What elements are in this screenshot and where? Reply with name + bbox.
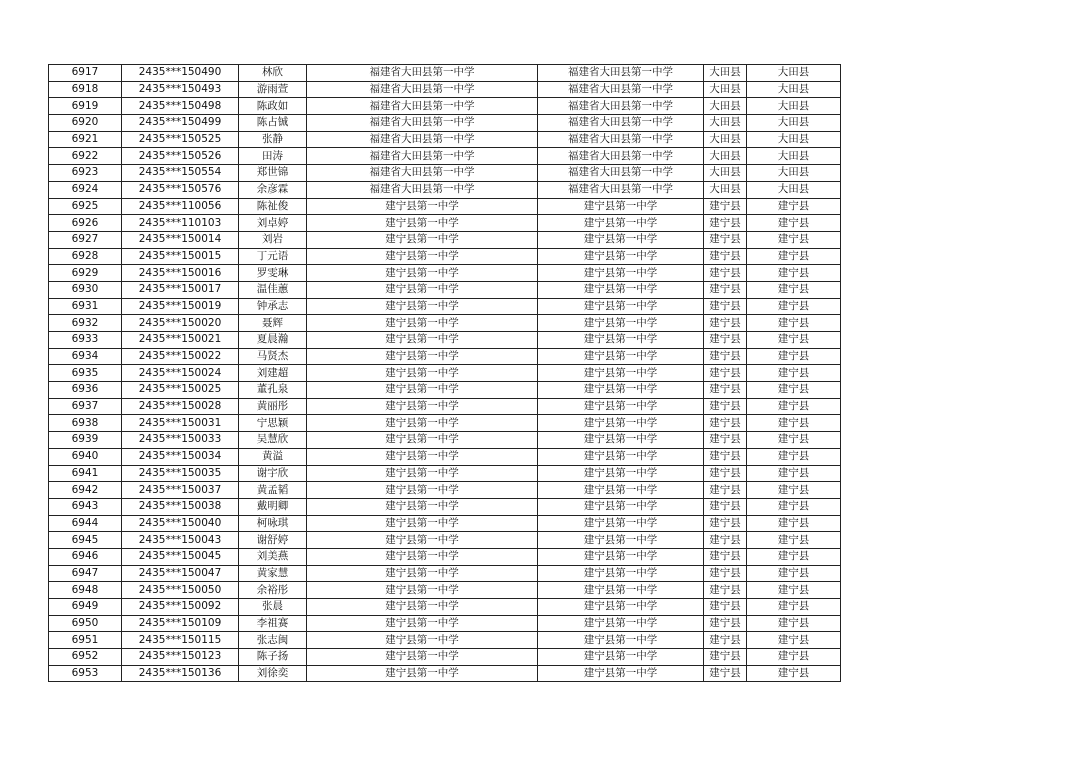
district-cell: 建宁县	[747, 198, 841, 215]
school-cell: 福建省大田县第一中学	[307, 181, 538, 198]
exam-id-cell: 2435***150034	[122, 448, 239, 465]
school-cell: 建宁县第一中学	[307, 348, 538, 365]
exam-id-cell: 2435***150020	[122, 315, 239, 332]
seq-number-cell: 6930	[49, 281, 122, 298]
student-name-cell: 张晨	[239, 599, 307, 616]
exam-id-cell: 2435***150136	[122, 665, 239, 682]
county-cell: 建宁县	[704, 632, 747, 649]
seq-number-cell: 6933	[49, 332, 122, 349]
seq-number-cell: 6926	[49, 215, 122, 232]
school-cell: 建宁县第一中学	[307, 432, 538, 449]
county-cell: 建宁县	[704, 415, 747, 432]
table-row	[49, 482, 841, 499]
school-cell: 建宁县第一中学	[307, 532, 538, 549]
table-row	[49, 532, 841, 549]
district-cell: 建宁县	[747, 515, 841, 532]
registered-school-cell: 福建省大田县第一中学	[538, 131, 704, 148]
registered-school-cell: 建宁县第一中学	[538, 348, 704, 365]
registered-school-cell: 建宁县第一中学	[538, 448, 704, 465]
seq-number-cell: 6924	[49, 181, 122, 198]
exam-id-cell: 2435***150498	[122, 98, 239, 115]
district-cell: 建宁县	[747, 231, 841, 248]
county-cell: 建宁县	[704, 248, 747, 265]
student-name-cell: 丁元语	[239, 248, 307, 265]
table-row	[49, 649, 841, 666]
exam-id-cell: 2435***150499	[122, 115, 239, 132]
student-name-cell: 刘徐奕	[239, 665, 307, 682]
district-cell: 建宁县	[747, 498, 841, 515]
school-cell: 建宁县第一中学	[307, 482, 538, 499]
county-cell: 建宁县	[704, 198, 747, 215]
county-cell: 建宁县	[704, 498, 747, 515]
exam-id-cell: 2435***150028	[122, 398, 239, 415]
student-name-cell: 陈子扬	[239, 649, 307, 666]
student-name-cell: 田涛	[239, 148, 307, 165]
student-name-cell: 戴明卿	[239, 498, 307, 515]
seq-number-cell: 6928	[49, 248, 122, 265]
student-name-cell: 陈占铖	[239, 115, 307, 132]
seq-number-cell: 6921	[49, 131, 122, 148]
table-row	[49, 215, 841, 232]
district-cell: 建宁县	[747, 315, 841, 332]
county-cell: 建宁县	[704, 448, 747, 465]
registered-school-cell: 建宁县第一中学	[538, 298, 704, 315]
table-row	[49, 582, 841, 599]
district-cell: 大田县	[747, 148, 841, 165]
registered-school-cell: 建宁县第一中学	[538, 665, 704, 682]
table-row	[49, 315, 841, 332]
registered-school-cell: 建宁县第一中学	[538, 615, 704, 632]
table-row	[49, 281, 841, 298]
seq-number-cell: 6931	[49, 298, 122, 315]
district-cell: 建宁县	[747, 615, 841, 632]
seq-number-cell: 6936	[49, 382, 122, 399]
exam-id-cell: 2435***150526	[122, 148, 239, 165]
registered-school-cell: 建宁县第一中学	[538, 632, 704, 649]
student-name-cell: 黄孟韬	[239, 482, 307, 499]
registered-school-cell: 福建省大田县第一中学	[538, 115, 704, 132]
seq-number-cell: 6940	[49, 448, 122, 465]
exam-id-cell: 2435***150490	[122, 65, 239, 82]
table-row	[49, 265, 841, 282]
seq-number-cell: 6918	[49, 81, 122, 98]
district-cell: 建宁县	[747, 432, 841, 449]
student-name-cell: 张志闽	[239, 632, 307, 649]
district-cell: 建宁县	[747, 415, 841, 432]
exam-id-cell: 2435***150022	[122, 348, 239, 365]
exam-id-cell: 2435***150014	[122, 231, 239, 248]
county-cell: 建宁县	[704, 215, 747, 232]
district-cell: 建宁县	[747, 365, 841, 382]
registered-school-cell: 建宁县第一中学	[538, 382, 704, 399]
table-row	[49, 198, 841, 215]
student-name-cell: 林欣	[239, 65, 307, 82]
student-name-cell: 陈政如	[239, 98, 307, 115]
exam-id-cell: 2435***150040	[122, 515, 239, 532]
table-body	[49, 65, 841, 682]
school-cell: 福建省大田县第一中学	[307, 65, 538, 82]
table-row	[49, 665, 841, 682]
registered-school-cell: 福建省大田县第一中学	[538, 81, 704, 98]
county-cell: 建宁县	[704, 298, 747, 315]
seq-number-cell: 6952	[49, 649, 122, 666]
school-cell: 建宁县第一中学	[307, 215, 538, 232]
registered-school-cell: 建宁县第一中学	[538, 565, 704, 582]
seq-number-cell: 6923	[49, 165, 122, 182]
exam-id-cell: 2435***150031	[122, 415, 239, 432]
school-cell: 建宁县第一中学	[307, 198, 538, 215]
registered-school-cell: 建宁县第一中学	[538, 398, 704, 415]
seq-number-cell: 6925	[49, 198, 122, 215]
county-cell: 建宁县	[704, 649, 747, 666]
district-cell: 建宁县	[747, 482, 841, 499]
district-cell: 建宁县	[747, 248, 841, 265]
seq-number-cell: 6935	[49, 365, 122, 382]
student-name-cell: 游雨萱	[239, 81, 307, 98]
school-cell: 建宁县第一中学	[307, 231, 538, 248]
county-cell: 建宁县	[704, 432, 747, 449]
county-cell: 大田县	[704, 148, 747, 165]
exam-id-cell: 2435***150038	[122, 498, 239, 515]
table-row	[49, 515, 841, 532]
seq-number-cell: 6932	[49, 315, 122, 332]
school-cell: 建宁县第一中学	[307, 415, 538, 432]
district-cell: 大田县	[747, 165, 841, 182]
school-cell: 建宁县第一中学	[307, 515, 538, 532]
table-row	[49, 599, 841, 616]
records-table	[48, 64, 841, 682]
school-cell: 建宁县第一中学	[307, 448, 538, 465]
registered-school-cell: 建宁县第一中学	[538, 498, 704, 515]
registered-school-cell: 建宁县第一中学	[538, 248, 704, 265]
seq-number-cell: 6929	[49, 265, 122, 282]
seq-number-cell: 6941	[49, 465, 122, 482]
school-cell: 建宁县第一中学	[307, 582, 538, 599]
county-cell: 建宁县	[704, 665, 747, 682]
table-row	[49, 432, 841, 449]
district-cell: 建宁县	[747, 215, 841, 232]
county-cell: 建宁县	[704, 348, 747, 365]
school-cell: 建宁县第一中学	[307, 248, 538, 265]
student-name-cell: 余彦霖	[239, 181, 307, 198]
document-page	[48, 64, 840, 682]
registered-school-cell: 建宁县第一中学	[538, 315, 704, 332]
county-cell: 建宁县	[704, 382, 747, 399]
table-row	[49, 65, 841, 82]
exam-id-cell: 2435***150037	[122, 482, 239, 499]
exam-id-cell: 2435***110103	[122, 215, 239, 232]
registered-school-cell: 福建省大田县第一中学	[538, 181, 704, 198]
school-cell: 建宁县第一中学	[307, 365, 538, 382]
district-cell: 建宁县	[747, 649, 841, 666]
student-name-cell: 张静	[239, 131, 307, 148]
registered-school-cell: 福建省大田县第一中学	[538, 148, 704, 165]
student-name-cell: 谢舒婷	[239, 532, 307, 549]
table-row	[49, 81, 841, 98]
exam-id-cell: 2435***150123	[122, 649, 239, 666]
table-row	[49, 115, 841, 132]
district-cell: 大田县	[747, 115, 841, 132]
district-cell: 建宁县	[747, 632, 841, 649]
exam-id-cell: 2435***150024	[122, 365, 239, 382]
student-name-cell: 马贤杰	[239, 348, 307, 365]
seq-number-cell: 6949	[49, 599, 122, 616]
county-cell: 建宁县	[704, 548, 747, 565]
school-cell: 建宁县第一中学	[307, 632, 538, 649]
exam-id-cell: 2435***110056	[122, 198, 239, 215]
county-cell: 建宁县	[704, 599, 747, 616]
county-cell: 建宁县	[704, 398, 747, 415]
county-cell: 建宁县	[704, 231, 747, 248]
student-name-cell: 刘美燕	[239, 548, 307, 565]
district-cell: 建宁县	[747, 332, 841, 349]
school-cell: 建宁县第一中学	[307, 649, 538, 666]
table-row	[49, 632, 841, 649]
student-name-cell: 黄溢	[239, 448, 307, 465]
student-name-cell: 余裕彤	[239, 582, 307, 599]
district-cell: 建宁县	[747, 465, 841, 482]
registered-school-cell: 福建省大田县第一中学	[538, 165, 704, 182]
district-cell: 建宁县	[747, 665, 841, 682]
seq-number-cell: 6944	[49, 515, 122, 532]
county-cell: 大田县	[704, 165, 747, 182]
exam-id-cell: 2435***150092	[122, 599, 239, 616]
table-row	[49, 398, 841, 415]
student-name-cell: 郑世锦	[239, 165, 307, 182]
seq-number-cell: 6922	[49, 148, 122, 165]
county-cell: 建宁县	[704, 281, 747, 298]
district-cell: 大田县	[747, 131, 841, 148]
student-name-cell: 罗雯琳	[239, 265, 307, 282]
exam-id-cell: 2435***150047	[122, 565, 239, 582]
county-cell: 建宁县	[704, 265, 747, 282]
exam-id-cell: 2435***150493	[122, 81, 239, 98]
seq-number-cell: 6945	[49, 532, 122, 549]
exam-id-cell: 2435***150043	[122, 532, 239, 549]
school-cell: 建宁县第一中学	[307, 315, 538, 332]
seq-number-cell: 6942	[49, 482, 122, 499]
registered-school-cell: 建宁县第一中学	[538, 582, 704, 599]
student-name-cell: 夏晨瀚	[239, 332, 307, 349]
school-cell: 建宁县第一中学	[307, 548, 538, 565]
table-row	[49, 448, 841, 465]
district-cell: 建宁县	[747, 548, 841, 565]
table-row	[49, 248, 841, 265]
district-cell: 大田县	[747, 98, 841, 115]
student-name-cell: 董孔泉	[239, 382, 307, 399]
seq-number-cell: 6946	[49, 548, 122, 565]
school-cell: 建宁县第一中学	[307, 265, 538, 282]
student-name-cell: 宁思颖	[239, 415, 307, 432]
seq-number-cell: 6919	[49, 98, 122, 115]
exam-id-cell: 2435***150016	[122, 265, 239, 282]
seq-number-cell: 6950	[49, 615, 122, 632]
seq-number-cell: 6939	[49, 432, 122, 449]
school-cell: 福建省大田县第一中学	[307, 165, 538, 182]
table-row	[49, 165, 841, 182]
student-name-cell: 刘建超	[239, 365, 307, 382]
exam-id-cell: 2435***150576	[122, 181, 239, 198]
exam-id-cell: 2435***150035	[122, 465, 239, 482]
student-name-cell: 李祖赛	[239, 615, 307, 632]
registered-school-cell: 建宁县第一中学	[538, 198, 704, 215]
county-cell: 建宁县	[704, 465, 747, 482]
registered-school-cell: 建宁县第一中学	[538, 281, 704, 298]
registered-school-cell: 建宁县第一中学	[538, 415, 704, 432]
table-row	[49, 332, 841, 349]
school-cell: 建宁县第一中学	[307, 382, 538, 399]
county-cell: 大田县	[704, 81, 747, 98]
county-cell: 大田县	[704, 98, 747, 115]
student-name-cell: 刘岩	[239, 231, 307, 248]
registered-school-cell: 福建省大田县第一中学	[538, 65, 704, 82]
seq-number-cell: 6938	[49, 415, 122, 432]
registered-school-cell: 建宁县第一中学	[538, 649, 704, 666]
table-row	[49, 148, 841, 165]
school-cell: 建宁县第一中学	[307, 615, 538, 632]
exam-id-cell: 2435***150554	[122, 165, 239, 182]
district-cell: 建宁县	[747, 281, 841, 298]
table-row	[49, 181, 841, 198]
exam-id-cell: 2435***150109	[122, 615, 239, 632]
exam-id-cell: 2435***150015	[122, 248, 239, 265]
district-cell: 建宁县	[747, 382, 841, 399]
county-cell: 建宁县	[704, 315, 747, 332]
school-cell: 福建省大田县第一中学	[307, 131, 538, 148]
district-cell: 建宁县	[747, 348, 841, 365]
district-cell: 建宁县	[747, 265, 841, 282]
registered-school-cell: 福建省大田县第一中学	[538, 98, 704, 115]
school-cell: 福建省大田县第一中学	[307, 148, 538, 165]
district-cell: 建宁县	[747, 298, 841, 315]
seq-number-cell: 6948	[49, 582, 122, 599]
table-row	[49, 231, 841, 248]
table-row	[49, 348, 841, 365]
table-row	[49, 565, 841, 582]
registered-school-cell: 建宁县第一中学	[538, 465, 704, 482]
table-row	[49, 98, 841, 115]
school-cell: 建宁县第一中学	[307, 599, 538, 616]
registered-school-cell: 建宁县第一中学	[538, 365, 704, 382]
exam-id-cell: 2435***150525	[122, 131, 239, 148]
table-row	[49, 298, 841, 315]
registered-school-cell: 建宁县第一中学	[538, 515, 704, 532]
exam-id-cell: 2435***150021	[122, 332, 239, 349]
student-name-cell: 谢宇欣	[239, 465, 307, 482]
school-cell: 建宁县第一中学	[307, 398, 538, 415]
table-row	[49, 548, 841, 565]
district-cell: 建宁县	[747, 599, 841, 616]
registered-school-cell: 建宁县第一中学	[538, 482, 704, 499]
district-cell: 建宁县	[747, 582, 841, 599]
seq-number-cell: 6947	[49, 565, 122, 582]
district-cell: 建宁县	[747, 448, 841, 465]
registered-school-cell: 建宁县第一中学	[538, 332, 704, 349]
registered-school-cell: 建宁县第一中学	[538, 548, 704, 565]
seq-number-cell: 6953	[49, 665, 122, 682]
school-cell: 建宁县第一中学	[307, 665, 538, 682]
student-name-cell: 陈祉俊	[239, 198, 307, 215]
table-row	[49, 382, 841, 399]
district-cell: 建宁县	[747, 565, 841, 582]
seq-number-cell: 6927	[49, 231, 122, 248]
table-row	[49, 615, 841, 632]
school-cell: 福建省大田县第一中学	[307, 81, 538, 98]
exam-id-cell: 2435***150033	[122, 432, 239, 449]
student-name-cell: 刘卓婷	[239, 215, 307, 232]
county-cell: 大田县	[704, 115, 747, 132]
exam-id-cell: 2435***150017	[122, 281, 239, 298]
student-name-cell: 黄丽彤	[239, 398, 307, 415]
registered-school-cell: 建宁县第一中学	[538, 432, 704, 449]
registered-school-cell: 建宁县第一中学	[538, 265, 704, 282]
registered-school-cell: 建宁县第一中学	[538, 215, 704, 232]
student-name-cell: 黄家慧	[239, 565, 307, 582]
registered-school-cell: 建宁县第一中学	[538, 231, 704, 248]
registered-school-cell: 建宁县第一中学	[538, 532, 704, 549]
school-cell: 建宁县第一中学	[307, 281, 538, 298]
seq-number-cell: 6951	[49, 632, 122, 649]
student-name-cell: 吴慧欣	[239, 432, 307, 449]
county-cell: 大田县	[704, 181, 747, 198]
table-row	[49, 498, 841, 515]
student-name-cell: 柯咏琪	[239, 515, 307, 532]
student-name-cell: 钟承志	[239, 298, 307, 315]
district-cell: 大田县	[747, 81, 841, 98]
school-cell: 建宁县第一中学	[307, 498, 538, 515]
seq-number-cell: 6934	[49, 348, 122, 365]
exam-id-cell: 2435***150050	[122, 582, 239, 599]
county-cell: 建宁县	[704, 515, 747, 532]
school-cell: 福建省大田县第一中学	[307, 115, 538, 132]
county-cell: 建宁县	[704, 332, 747, 349]
student-name-cell: 聂辉	[239, 315, 307, 332]
registered-school-cell: 建宁县第一中学	[538, 599, 704, 616]
county-cell: 建宁县	[704, 615, 747, 632]
school-cell: 建宁县第一中学	[307, 565, 538, 582]
district-cell: 建宁县	[747, 398, 841, 415]
student-name-cell: 温佳蕙	[239, 281, 307, 298]
county-cell: 大田县	[704, 65, 747, 82]
table-row	[49, 365, 841, 382]
exam-id-cell: 2435***150019	[122, 298, 239, 315]
exam-id-cell: 2435***150025	[122, 382, 239, 399]
school-cell: 福建省大田县第一中学	[307, 98, 538, 115]
table-row	[49, 465, 841, 482]
school-cell: 建宁县第一中学	[307, 298, 538, 315]
district-cell: 建宁县	[747, 532, 841, 549]
district-cell: 大田县	[747, 181, 841, 198]
county-cell: 建宁县	[704, 482, 747, 499]
district-cell: 大田县	[747, 65, 841, 82]
table-row	[49, 131, 841, 148]
school-cell: 建宁县第一中学	[307, 465, 538, 482]
county-cell: 建宁县	[704, 565, 747, 582]
table-row	[49, 415, 841, 432]
county-cell: 大田县	[704, 131, 747, 148]
seq-number-cell: 6937	[49, 398, 122, 415]
seq-number-cell: 6920	[49, 115, 122, 132]
seq-number-cell: 6917	[49, 65, 122, 82]
county-cell: 建宁县	[704, 365, 747, 382]
county-cell: 建宁县	[704, 582, 747, 599]
exam-id-cell: 2435***150115	[122, 632, 239, 649]
seq-number-cell: 6943	[49, 498, 122, 515]
county-cell: 建宁县	[704, 532, 747, 549]
exam-id-cell: 2435***150045	[122, 548, 239, 565]
school-cell: 建宁县第一中学	[307, 332, 538, 349]
